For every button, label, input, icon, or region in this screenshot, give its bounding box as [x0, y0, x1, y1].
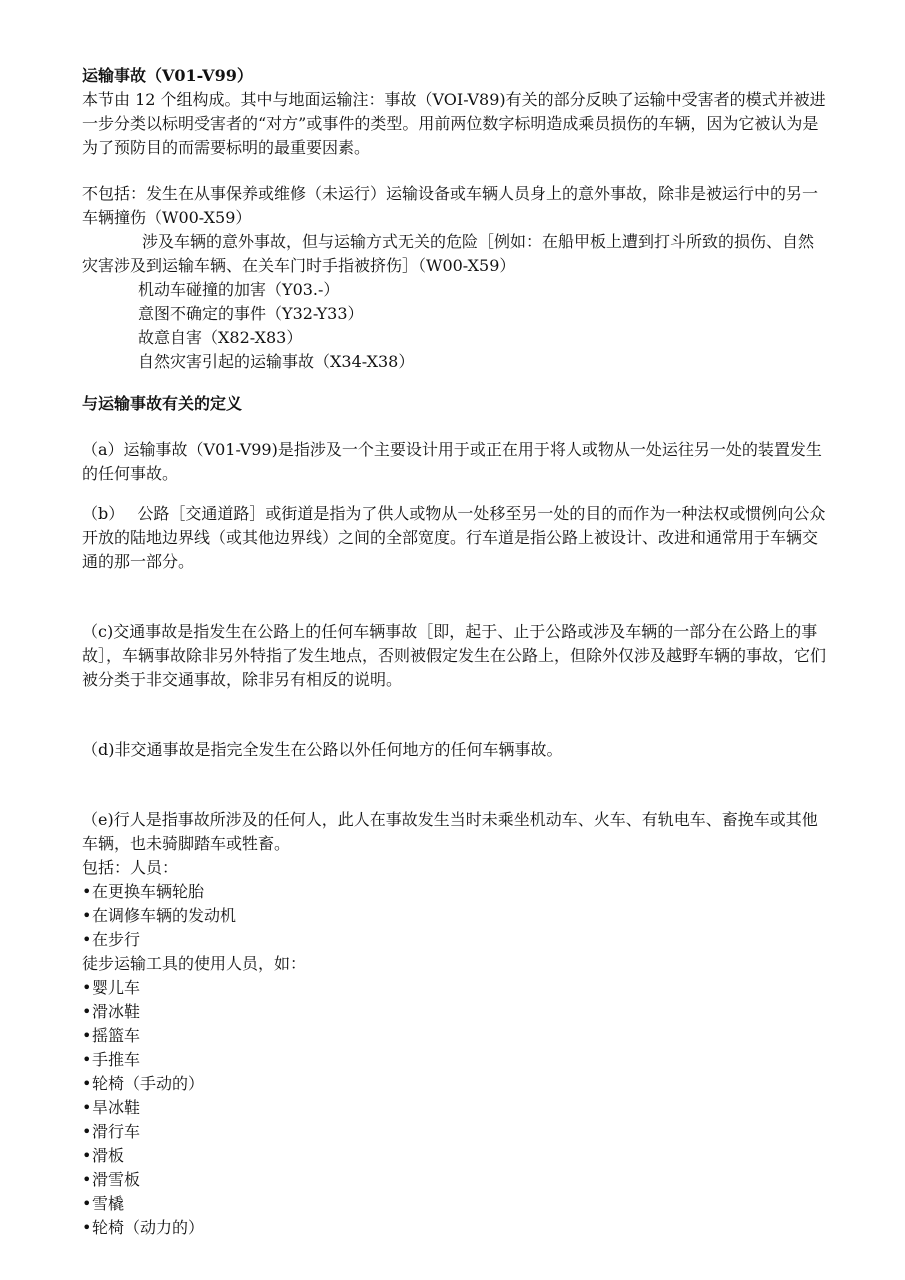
definitions-title: 与运输事故有关的定义	[82, 394, 243, 413]
list-item: • 滑行车	[82, 1120, 827, 1144]
list-item: • 雪橇	[82, 1192, 827, 1216]
conveyance-label: 徒步运输工具的使用人员，如：	[82, 954, 307, 973]
intro-paragraph: 本节由 12 个组构成。其中与地面运输注：事故（VOI-V89)有关的部分反映了运输中受害者的模式并被进一步分类以标明受害者的“对方”或事件的类型。用前两位数字标明造成乘员损伤的车辆，因为它被认为是为了预防目的而需要标明的最重要因素。	[82, 90, 826, 157]
list-item: • 在步行	[82, 928, 827, 952]
list-item: • 轮椅（手动的）	[82, 1072, 827, 1096]
definition-b: （b） 公路［交通道路］或街道是指为了供人或物从一处移至另一处的目的而作为一种法权或惯例向公众开放的陆地边界线（或其他边界线）之间的全部宽度。行车道是指公路上被设计、改进和通常用于车辆交通的那一部分。	[82, 504, 826, 571]
list-item: • 滑雪板	[82, 1168, 827, 1192]
excludes-second-paragraph: 涉及车辆的意外事故，但与运输方式无关的危险［例如：在船甲板上遭到打斗所致的损伤、自然灾害涉及到运输车辆、在关车门时手指被挤伤］（W00-X59）	[82, 232, 815, 275]
definition-c: （c)交通事故是指发生在公路上的任何车辆事故［即，起于、止于公路或涉及车辆的一部分在公路上的事故］，车辆事故除非另外特指了发生地点，否则被假定发生在公路上，但除外仅涉及越野车辆的事故，它们被分类于非交通事故，除非另有相反的说明。	[82, 622, 827, 689]
list-item: • 在调修车辆的发动机	[82, 904, 827, 928]
list-item: • 滑冰鞋	[82, 1000, 827, 1024]
conveyance-list	[82, 976, 827, 1240]
excludes-item: 故意自害（X82-X83）	[138, 328, 303, 347]
definition-a: （a）运输事故（V01-V99)是指涉及一个主要设计用于或正在用于将人或物从一处运往另一处的装置发生的任何事故。	[82, 440, 822, 483]
person-list	[82, 880, 827, 952]
excludes-item: 自然灾害引起的运输事故（X34-X38）	[138, 352, 415, 371]
includes-label: 包括：人员：	[82, 858, 179, 877]
list-item: • 摇篮车	[82, 1024, 827, 1048]
excludes-item: 机动车碰撞的加害（Y03.-）	[138, 280, 340, 299]
section-title: 运输事故（V01-V99）	[82, 66, 253, 85]
list-item: • 在更换车辆轮胎	[82, 880, 827, 904]
definition-e: （e)行人是指事故所涉及的任何人，此人在事故发生当时未乘坐机动车、火车、有轨电车、畜挽车或其他车辆，也未骑脚踏车或牲畜。	[82, 810, 818, 853]
document-body	[82, 64, 827, 1240]
definition-d: （d)非交通事故是指完全发生在公路以外任何地方的任何车辆事故。	[82, 740, 563, 759]
list-item: • 滑板	[82, 1144, 827, 1168]
list-item: • 轮椅（动力的）	[82, 1216, 827, 1240]
list-item: • 旱冰鞋	[82, 1096, 827, 1120]
excludes-item: 意图不确定的事件（Y32-Y33）	[138, 304, 364, 323]
list-item: • 手推车	[82, 1048, 827, 1072]
list-item: • 婴儿车	[82, 976, 827, 1000]
excludes-paragraph: 不包括：发生在从事保养或维修（未运行）运输设备或车辆人员身上的意外事故，除非是被运行中的另一车辆撞伤（W00-X59）	[82, 184, 819, 227]
